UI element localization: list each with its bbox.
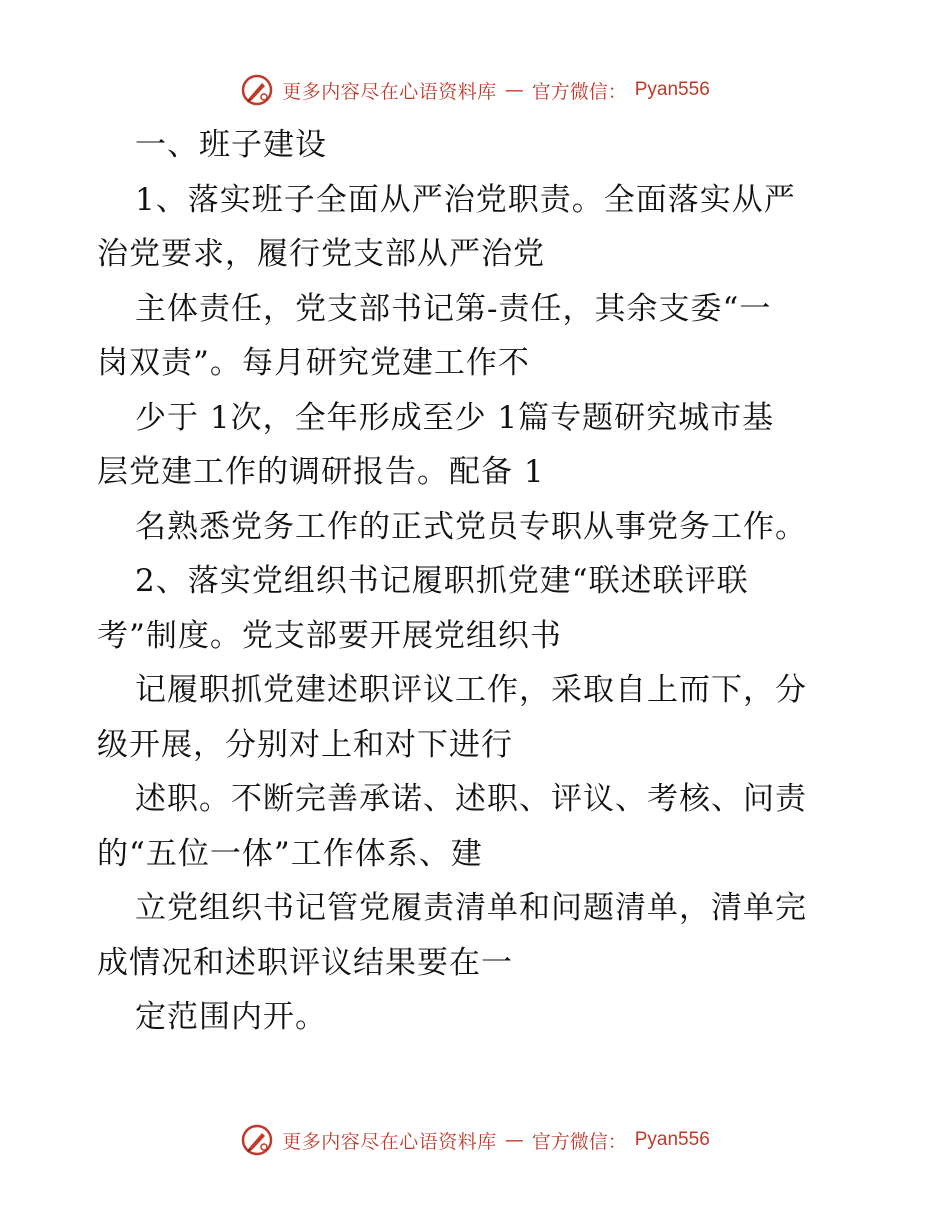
text-line: 立党组织书记管党履责清单和问题清单，清单完 [135,890,807,926]
text-line: 成情况和述职评议结果要在一 [97,944,513,981]
text-line: 岗双责”。每月研究党建工作不 [97,345,530,381]
text-line: 定范围内开。 [135,999,327,1035]
document-body [97,118,857,1045]
text-line: 级开展，分别对上和对下进行 [97,726,513,763]
watermark-separator: — [504,79,524,101]
text-line: 少于 1次，全年形成至少 1篇专题研究城市基 [135,399,775,436]
text-line: 治党要求，履行党支部从严治党 [97,236,545,272]
text-line: 1、落实班子全面从严治党职责。全面落实从严 [135,181,796,218]
text-line: 考”制度。党支部要开展党组织书 [97,617,562,654]
text-line: 名熟悉党务工作的正式党员专职从事党务工作。 [135,508,807,545]
text-line: 的“五位一体”工作体系、建 [97,835,483,872]
watermark-text: 更多内容尽在心语资料库 [282,1130,497,1153]
pen-logo-icon [240,1123,274,1157]
watermark-separator: — [504,1129,524,1151]
text-line: 述职。不断完善承诺、述职、评议、考核、问责 [135,781,807,817]
watermark-banner-top [0,70,950,110]
text-line: 2、落实党组织书记履职抓党建“联述联评联 [135,563,749,599]
text-line: 主体责任，党支部书记第-责任，其余支委“一 [135,290,772,327]
wechat-id: Pyan556 [634,1129,710,1150]
wechat-label: 官方微信： [531,80,627,103]
wechat-id: Pyan556 [634,79,710,100]
wechat-label: 官方微信： [531,1130,627,1153]
watermark-text: 更多内容尽在心语资料库 [282,80,497,103]
text-line: 记履职抓党建述职评议工作，采取自上而下，分 [135,672,807,708]
text-line: 一、班子建设 [135,127,327,163]
text-line: 层党建工作的调研报告。配备 1 [97,454,545,490]
pen-logo-icon [240,73,274,107]
watermark-banner-bottom [0,1120,950,1160]
